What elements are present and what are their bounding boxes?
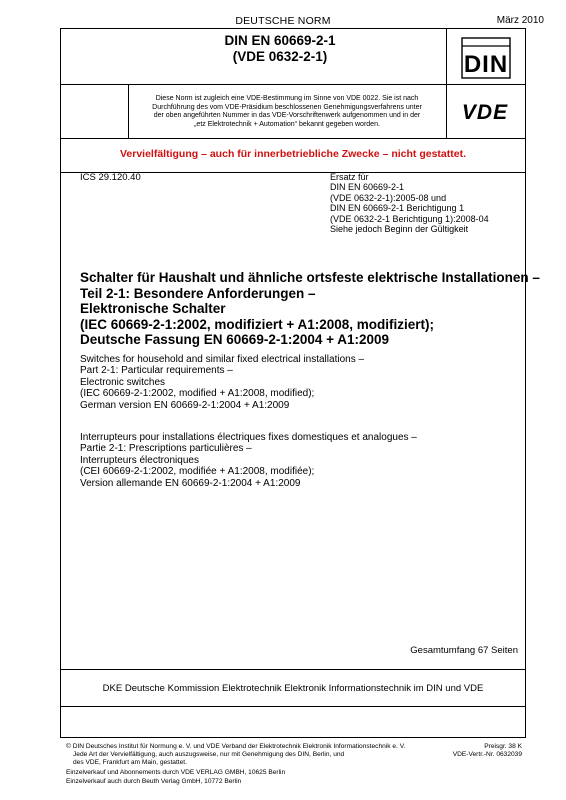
- svg-text:DIN: DIN: [463, 51, 509, 78]
- din-logo: [461, 37, 511, 79]
- copyright-line: des VDE, Frankfurt am Main, gestattet.: [73, 758, 187, 766]
- reproduction-notice: Vervielfältigung – auch für innerbetriebliche Zwecke – nicht gestattet.: [119, 148, 466, 160]
- divider-line: [61, 138, 525, 139]
- title-line: Teil 2-1: Besondere Anforderungen –: [80, 285, 316, 301]
- replacement-line: Siehe jedoch Beginn der Gültigkeit: [330, 224, 469, 235]
- vde-regulation-notice: [131, 95, 443, 129]
- notice-line: „etz Elektrotechnik + Automation“ bekannt gegeben worden.: [194, 120, 380, 128]
- divider-line: [61, 706, 525, 707]
- divider-line: [128, 84, 129, 138]
- divider-line: [61, 669, 525, 670]
- title-german: [80, 270, 540, 348]
- notice-line: Diese Norm ist zugleich eine VDE-Bestimmung im Sinne von VDE 0022. Sie ist nach: [155, 95, 419, 102]
- svg-text:VDE: VDE: [461, 101, 509, 122]
- ics-code: ICS 29.120.40: [80, 172, 141, 183]
- dke-commission: DKE Deutsche Kommission Elektrotechnik Elektronik Informationstechnik im DIN und VDE: [102, 683, 484, 694]
- sales-line: Einzelverkauf auch durch Beuth Verlag GmbH, 10772 Berlin: [66, 777, 242, 785]
- title-line: Schalter für Haushalt und ähnliche ortsfeste elektrische Installationen –: [80, 270, 540, 285]
- title-line: Interrupteurs pour installations électriques fixes domestiques et analogues –: [80, 432, 417, 443]
- title-line: Switches for household and similar fixed electrical installations –: [80, 354, 365, 365]
- vde-logo: [455, 100, 515, 122]
- notice-line: der oben angeführten Nummer in das VDE-Vorschriftenwerk aufgenommen und in der: [153, 112, 421, 119]
- copyright-line: © DIN Deutsches Institut für Normung e. V. und VDE Verband der Elektrotechnik Elektronik Informationstechnik e. V.: [66, 743, 406, 750]
- title-line: (IEC 60669-2-1:2002, modifiziert + A1:2008, modifiziert);: [80, 316, 434, 332]
- total-pages: Gesamtumfang 67 Seiten: [410, 645, 518, 656]
- publication-date: März 2010: [496, 15, 544, 26]
- replacement-line: DIN EN 60669-2-1 Berichtigung 1: [330, 203, 465, 214]
- title-line: Electronic switches: [80, 376, 166, 388]
- copyright-line: Jede Art der Vervielfältigung, auch auszugsweise, nur mit Genehmigung des DIN, Berlin, und: [73, 750, 345, 758]
- designation-vde: (VDE 0632-2-1): [232, 49, 328, 64]
- vde-number: VDE-Vertr.-Nr. 0632039: [452, 750, 522, 758]
- copyright-notice: [66, 743, 436, 766]
- title-french: [80, 432, 417, 489]
- title-line: Interrupteurs électroniques: [80, 454, 199, 466]
- replacement-info: [330, 172, 489, 234]
- divider-line: [61, 84, 525, 85]
- title-line: Version allemande EN 60669-2-1:2004 + A1:2009: [80, 477, 301, 489]
- title-line: Deutsche Fassung EN 60669-2-1:2004 + A1:2009: [80, 332, 390, 347]
- title-line: Partie 2-1: Prescriptions particulières –: [80, 443, 252, 455]
- title-line: German version EN 60669-2-1:2004 + A1:2009: [80, 399, 290, 411]
- replacement-line: DIN EN 60669-2-1: [330, 182, 405, 193]
- price-group: Preisgr. 38 K: [484, 743, 522, 750]
- designation-din: DIN EN 60669-2-1: [224, 33, 336, 48]
- standard-designation: [120, 33, 440, 65]
- title-english: [80, 354, 364, 411]
- title-line: Elektronische Schalter: [80, 301, 226, 316]
- sales-line: Einzelverkauf und Abonnements durch VDE VERLAG GMBH, 10625 Berlin: [66, 769, 286, 776]
- price-info: [445, 743, 522, 759]
- notice-line: Durchführung des vom VDE-Präsidium beschlossenen Genehmigungsverfahrens unter: [152, 103, 422, 111]
- title-line: Part 2-1: Particular requirements –: [80, 365, 233, 377]
- replacement-line: Ersatz für: [330, 172, 369, 182]
- sales-info: [66, 769, 285, 786]
- title-line: (CEI 60669-2-1:2002, modifiée + A1:2008, modifiée);: [80, 466, 315, 478]
- divider-line: [446, 29, 447, 138]
- replacement-line: (VDE 0632-2-1 Berichtigung 1):2008-04: [330, 213, 489, 224]
- title-line: (IEC 60669-2-1:2002, modified + A1:2008, modified);: [80, 388, 315, 400]
- standard-type-label: DEUTSCHE NORM: [235, 15, 331, 27]
- replacement-line: (VDE 0632-2-1):2005-08 und: [330, 192, 447, 203]
